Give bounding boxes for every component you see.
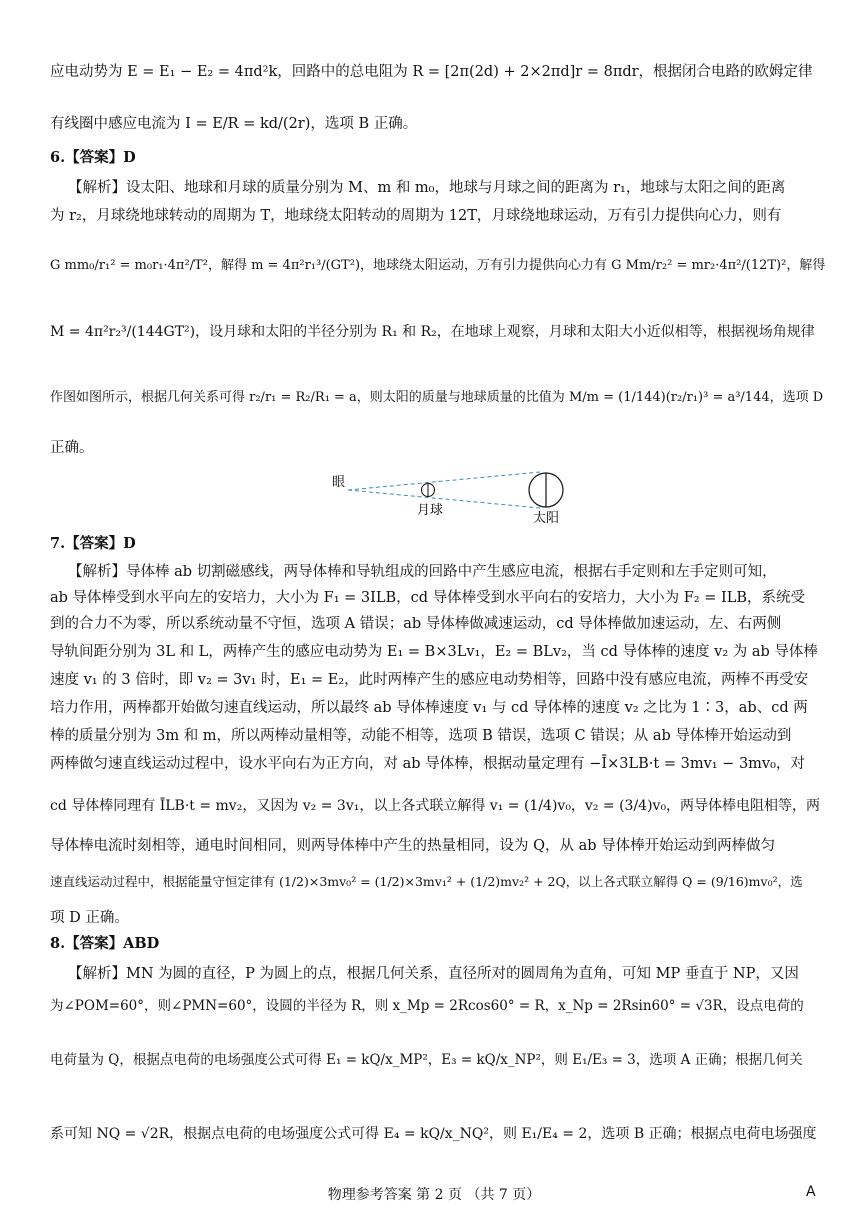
- line-6: G mm₀/r₁² = m₀r₁·4π²/T²，解得 m = 4π²r₁³/(GT²)，地球绕太阳运动，万有引力提供向心力有 G Mm/r₂² = mr₂·4π²/(12T)²，解得: [50, 258, 826, 273]
- line-2: 有线圈中感应电流为 I = E/R = kd/(2r)，选项 B 正确。: [50, 116, 418, 132]
- sight-line-top: [348, 472, 540, 490]
- line-11: 【解析】导体棒 ab 切割磁感线，两导体棒和导轨组成的回路中产生感应电流，根据右手定则和左手定则可知，: [68, 564, 777, 580]
- line-1: 应电动势为 E = E₁ − E₂ = 4πd²k，回路中的总电阻为 R = [2π(2d) + 2×2πd]r = 8πdr，根据闭合电路的欧姆定律: [50, 64, 813, 80]
- line-21: 速直线运动过程中，根据能量守恒定律有 (1/2)×3mv₀² = (1/2)×3mv₁² + (1/2)mv₂² + 2Q，以上各式联立解得 Q = (9/16)mv₀²，选: [50, 874, 803, 889]
- line-14: 导轨间距分别为 3L 和 L，两棒产生的感应电动势为 E₁ = B×3Lv₁，E₂ = BLv₂，当 cd 导体棒的速度 v₂ 为 ab 导体棒: [50, 644, 818, 660]
- line-22: 项 D 正确。: [50, 910, 129, 926]
- heading-q8: 8.【答案】ABD: [50, 935, 160, 952]
- line-8: 作图如图所示，根据几何关系可得 r₂/r₁ = R₂/R₁ = a，则太阳的质量与地球质量的比值为 M/m = (1/144)(r₂/r₁)³ = a³/144，选项 D: [50, 390, 824, 405]
- sun-label: 太阳: [533, 511, 560, 526]
- line-15: 速度 v₁ 的 3 倍时，即 v₂ = 3v₁ 时，E₁ = E₂，此时两棒产生的感应电动势相等，回路中没有感应电流，两棒不再受安: [50, 672, 809, 688]
- vision-angle-figure: [330, 468, 570, 532]
- line-20: 导体棒电流时刻相等，通电时间相同，则两导体棒中产生的热量相同，设为 Q，从 ab 导体棒开始运动到两棒做匀: [50, 838, 776, 854]
- line-24: 【解析】MN 为圆的直径，P 为圆上的点，根据几何关系，直径所对的圆周角为直角，可知 MP 垂直于 NP，又因: [68, 966, 799, 982]
- line-16: 培力作用，两棒都开始做匀速直线运动，所以最终 ab 导体棒速度 v₁ 与 cd 导体棒的速度 v₂ 之比为 1∶3，ab、cd 两: [50, 700, 808, 716]
- page-footer: 物理参考答案 第 2 页 （共 7 页）: [327, 1187, 541, 1203]
- line-25: 为∠POM=60°，则∠PMN=60°，设圆的半径为 R，则 x_Mp = 2Rcos60° = R，x_Np = 2Rsin60° = √3R，设点电荷的: [50, 998, 804, 1014]
- moon-label: 月球: [417, 503, 444, 518]
- line-12: ab 导体棒受到水平向左的安培力，大小为 F₁ = 3ILB，cd 导体棒受到水平向右的安培力，大小为 F₂ = ILB，系统受: [50, 590, 805, 606]
- sight-line-bottom: [348, 490, 540, 508]
- line-26: 电荷量为 Q，根据点电荷的电场强度公式可得 E₁ = kQ/x_MP²，E₃ = kQ/x_NP²，则 E₁/E₃ = 3，选项 A 正确；根据几何关: [50, 1052, 803, 1068]
- line-27: 系可知 NQ = √2R，根据点电荷的电场强度公式可得 E₄ = kQ/x_NQ²，则 E₁/E₄ = 2，选项 B 正确；根据点电荷电场强度: [50, 1126, 817, 1142]
- line-19: cd 导体棒同理有 ĪLB·t = mv₂，又因为 v₂ = 3v₁，以上各式联立解得 v₁ = (1/4)v₀，v₂ = (3/4)v₀，两导体棒电阻相等，两: [50, 798, 821, 814]
- heading-q6: 6.【答案】D: [50, 149, 136, 166]
- version-mark: A: [806, 1184, 816, 1200]
- line-18: 两棒做匀速直线运动过程中，设水平向右为正方向，对 ab 导体棒，根据动量定理有 −Ī×3LB·t = 3mv₁ − 3mv₀，对: [50, 756, 805, 772]
- eye-label: 眼: [332, 475, 346, 490]
- line-13: 到的合力不为零，所以系统动量不守恒，选项 A 错误；ab 导体棒做减速运动，cd 导体棒做加速运动，左、右两侧: [50, 616, 782, 632]
- line-17: 棒的质量分别为 3m 和 m，所以两棒动量相等，动能不相等，选项 B 错误，选项 C 错误；从 ab 导体棒开始运动到: [50, 728, 792, 744]
- heading-q7: 7.【答案】D: [50, 535, 136, 552]
- line-7: M = 4π²r₂³/(144GT²)，设月球和太阳的半径分别为 R₁ 和 R₂，在地球上观察，月球和太阳大小近似相等，根据视场角规律: [50, 324, 815, 340]
- line-5: 为 r₂，月球绕地球转动的周期为 T，地球绕太阳转动的周期为 12T，月球绕地球运动，万有引力提供向心力，则有: [50, 208, 782, 224]
- line-4: 【解析】设太阳、地球和月球的质量分别为 M、m 和 m₀，地球与月球之间的距离为 r₁，地球与太阳之间的距离: [68, 180, 786, 196]
- line-9: 正确。: [50, 440, 94, 456]
